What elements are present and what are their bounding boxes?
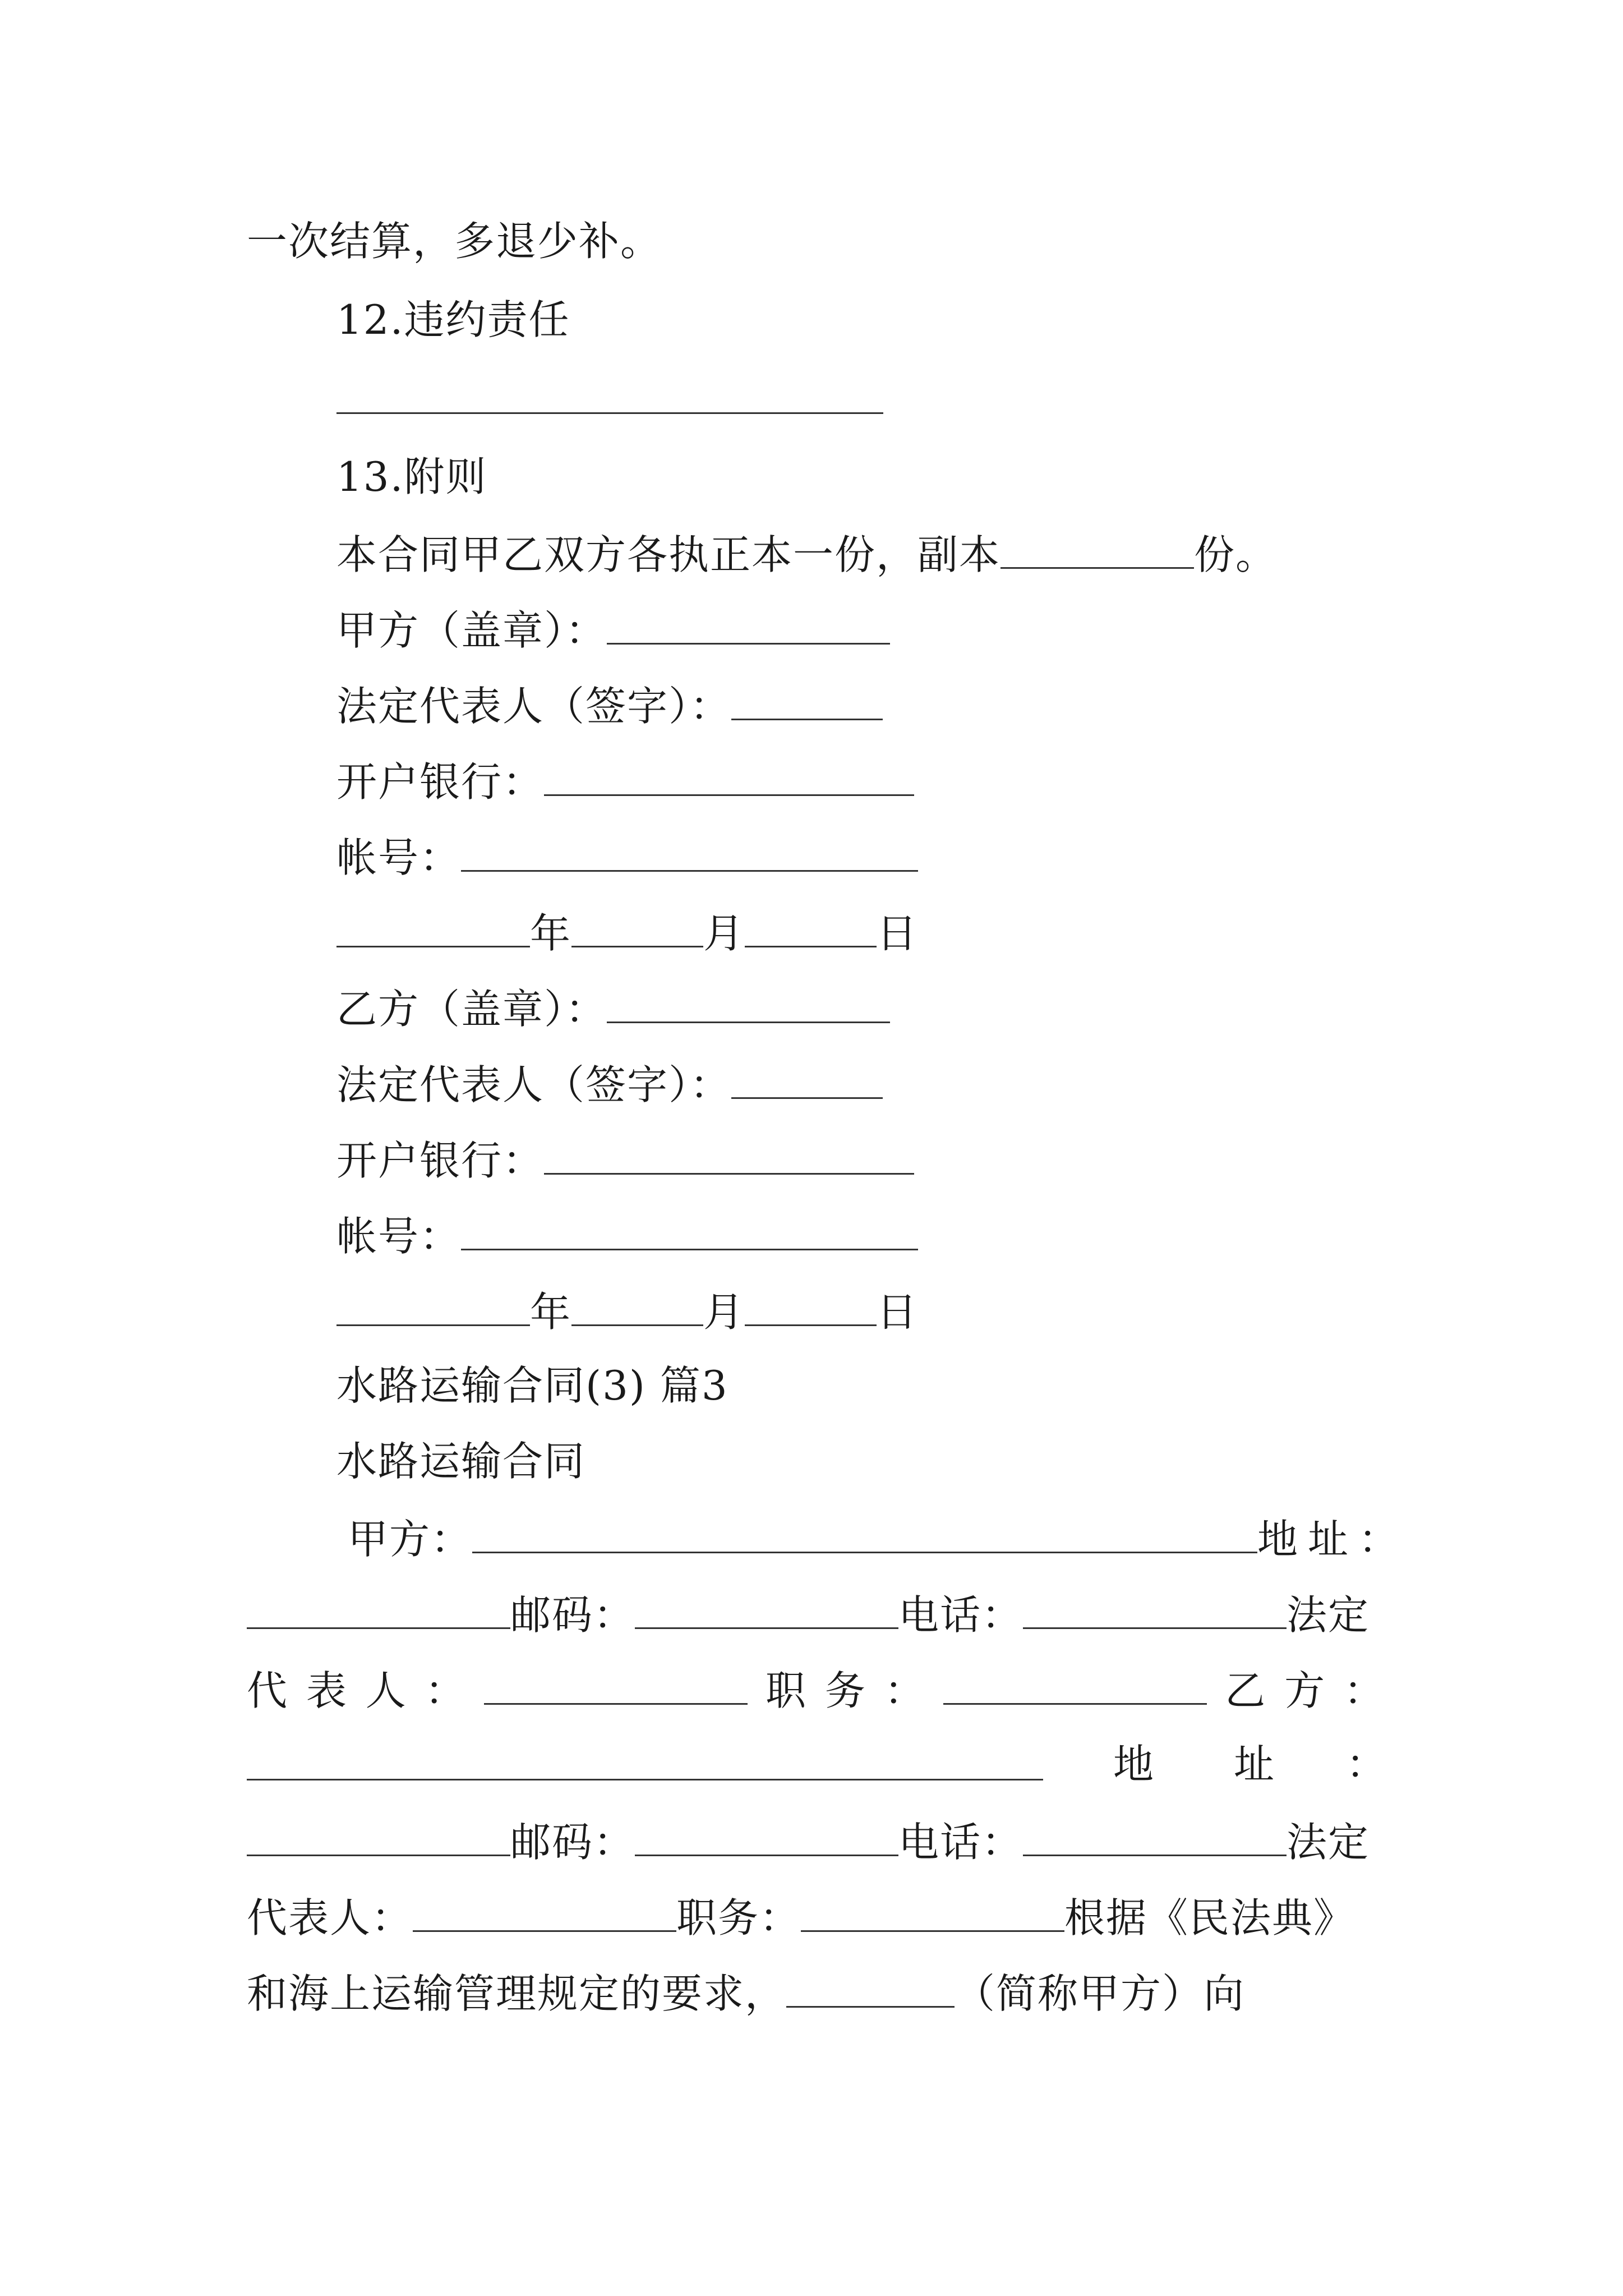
text-line <box>247 1736 1388 1795</box>
blank-field <box>461 827 918 872</box>
section-heading: 12.违约责任 <box>336 296 570 343</box>
blank-line <box>336 412 883 414</box>
field-label: 帐号： <box>336 834 462 881</box>
char: ： <box>1343 1667 1385 1714</box>
text-fragment: 法定 <box>1287 1591 1370 1639</box>
blank-field <box>484 1660 748 1705</box>
field-label: 代表人： <box>247 1894 413 1941</box>
date-year-label: 年 <box>530 910 572 957</box>
date-month-label: 月 <box>703 910 745 957</box>
date-line <box>336 1282 918 1340</box>
blank-field <box>571 903 703 947</box>
field-label: 职务： <box>676 1894 801 1941</box>
field-label: 邮码： <box>510 1819 635 1866</box>
blank-field <box>635 1585 898 1629</box>
section-heading: 13.附则 <box>336 453 487 500</box>
blank-field <box>943 1660 1207 1705</box>
article-title: 水路运输合同(3) 篇3 <box>336 1362 728 1409</box>
blank-field <box>247 1585 510 1629</box>
blank-field <box>336 1282 530 1326</box>
text-line <box>247 1888 1355 1946</box>
text-line <box>247 1812 1370 1870</box>
blank-field <box>247 1736 1043 1780</box>
char: 地 <box>1113 1741 1155 1788</box>
signature-line <box>336 1206 918 1264</box>
signature-line <box>336 1130 914 1189</box>
date-day-label: 日 <box>877 910 919 957</box>
text-line: 一次结算，多退少补。 <box>247 218 662 265</box>
blank-field <box>786 1963 955 2008</box>
text-line <box>336 524 1277 583</box>
signature-line <box>336 827 918 886</box>
char: ： <box>884 1667 926 1714</box>
blank-field <box>607 600 890 645</box>
text-fragment: 本合同甲乙双方各执正本一份，副本 <box>336 531 1001 578</box>
char: ： <box>1346 1741 1388 1788</box>
field-label: 乙方（盖章）： <box>336 986 607 1033</box>
signature-line <box>336 1055 883 1113</box>
char: 代 <box>247 1667 289 1714</box>
text-fragment: 份。 <box>1194 531 1278 578</box>
date-line <box>336 903 918 961</box>
blank-field <box>413 1888 676 1932</box>
field-label: 甲方（盖章）： <box>336 607 607 654</box>
contract-title: 水路运输合同 <box>336 1438 586 1485</box>
char: 乙 <box>1225 1667 1267 1714</box>
text-line <box>247 1963 1245 2022</box>
char: 人 <box>365 1667 407 1714</box>
blank-field <box>461 1206 918 1250</box>
blank-field <box>745 1282 877 1326</box>
date-year-label: 年 <box>530 1289 572 1336</box>
blank-field <box>544 752 914 796</box>
field-label: 帐号： <box>336 1213 462 1260</box>
signature-line <box>336 752 914 810</box>
blank-field <box>1000 524 1194 569</box>
char: 表 <box>306 1667 348 1714</box>
field-label: 甲方： <box>348 1516 473 1563</box>
char: ： <box>425 1667 467 1714</box>
text-fragment: 法定 <box>1287 1819 1370 1866</box>
text-line <box>247 1660 1385 1719</box>
blank-field <box>635 1812 898 1856</box>
blank-field <box>1023 1585 1287 1629</box>
text-fragment: 根据《民法典》 <box>1064 1894 1355 1941</box>
text-fragment: （简称甲方）向 <box>955 1970 1246 2017</box>
blank-field <box>472 1509 1257 1553</box>
text-line <box>348 1509 1409 1567</box>
date-day-label: 日 <box>877 1289 919 1336</box>
blank-field <box>336 903 530 947</box>
blank-field <box>745 903 877 947</box>
blank-field <box>801 1888 1064 1932</box>
blank-field <box>571 1282 703 1326</box>
blank-field <box>247 1812 510 1856</box>
field-label: 电话： <box>898 1591 1023 1639</box>
blank-field <box>607 979 890 1023</box>
signature-line <box>336 600 890 659</box>
field-label: 法定代表人（签字）： <box>336 683 732 730</box>
field-label: 法定代表人（签字）： <box>336 1061 732 1108</box>
field-label: 开户银行： <box>336 758 545 806</box>
field-label: 地址： <box>1257 1516 1409 1563</box>
char: 址 <box>1234 1741 1276 1788</box>
blank-field <box>731 1055 883 1099</box>
signature-line <box>336 676 883 734</box>
field-label: 电话： <box>898 1819 1023 1866</box>
field-label: 邮码： <box>510 1591 635 1639</box>
field-label: 开户银行： <box>336 1137 545 1184</box>
signature-line <box>336 979 890 1037</box>
text-fragment: 和海上运输管理规定的要求， <box>247 1970 787 2017</box>
text-line <box>247 1585 1370 1643</box>
char: 务 <box>824 1667 866 1714</box>
char: 职 <box>766 1667 808 1714</box>
date-month-label: 月 <box>703 1289 745 1336</box>
char: 方 <box>1284 1667 1326 1714</box>
blank-field <box>731 676 883 720</box>
blank-field <box>544 1130 914 1175</box>
blank-field <box>1023 1812 1287 1856</box>
